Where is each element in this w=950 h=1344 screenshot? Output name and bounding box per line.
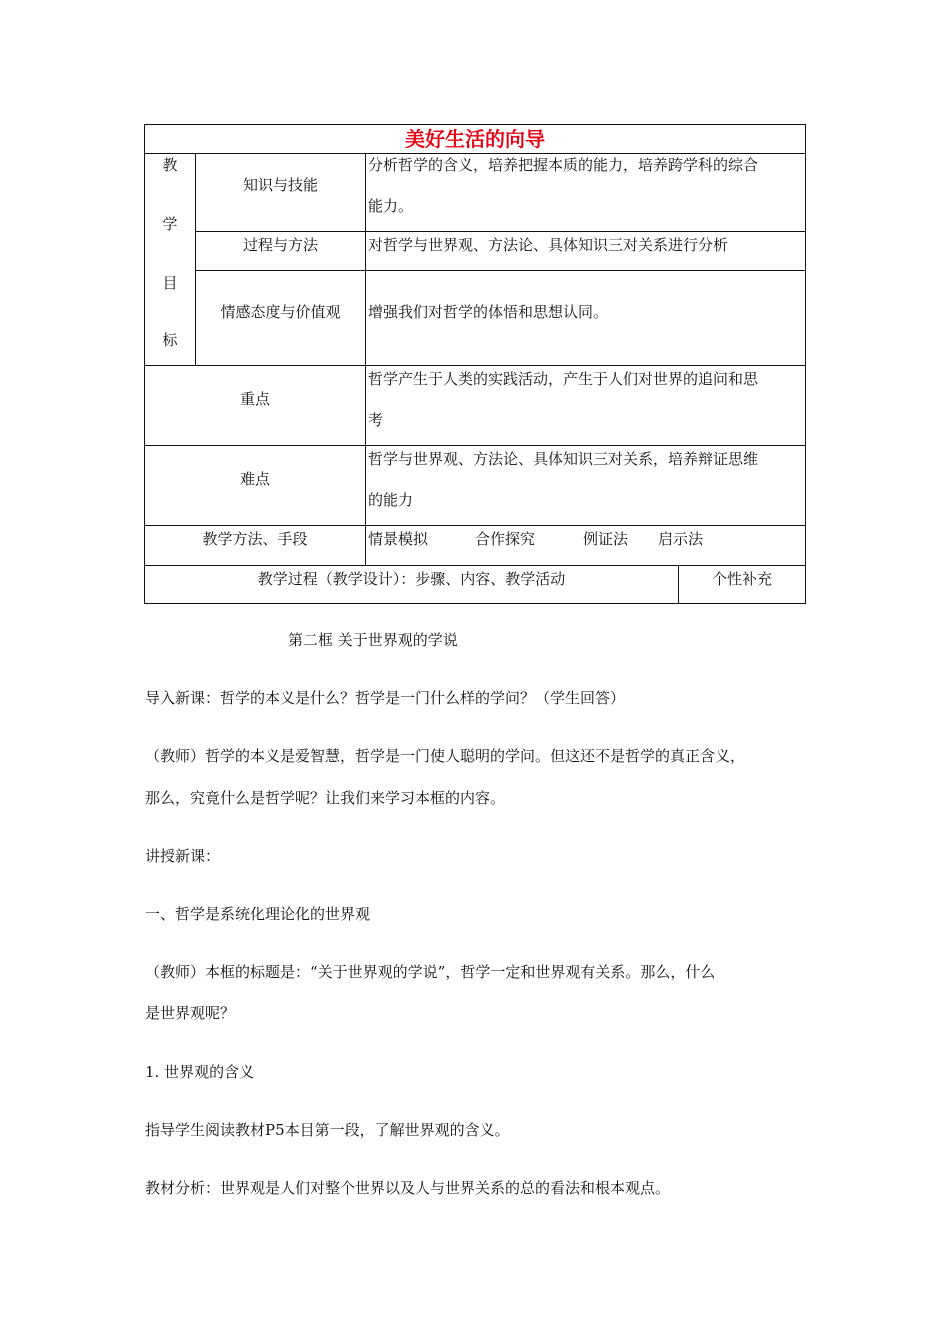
objectives-label-char: 学 (162, 215, 178, 233)
objectives-label-char: 教 (162, 156, 178, 174)
difficulty-label: 难点 (239, 470, 270, 488)
emotion-text: 增强我们对哲学的体悟和思想认同。 (368, 303, 609, 321)
paragraph-teacher-line: 是世界观呢？ (145, 1004, 236, 1022)
process-text: 对哲学与世界观、方法论、具体知识三对关系进行分析 (368, 236, 729, 254)
paragraph-teacher-line: 那么，究竟什么是哲学呢？让我们来学习本框的内容。 (145, 789, 506, 807)
difficulty-text-line: 的能力 (368, 491, 414, 509)
lesson-title: 美好生活的向导 (405, 127, 545, 151)
process-header-label: 教学过程（教学设计）：步骤、内容、教学活动 (257, 570, 566, 588)
paragraph-guide: 指导学生阅读教材P5本目第一段，了解世界观的含义。 (145, 1121, 510, 1139)
paragraph-analysis: 教材分析：世界观是人们对整个世界以及人与世界关系的总的看法和根本观点。 (145, 1179, 671, 1197)
key-point-text-line: 哲学产生于人类的实践活动，产生于人们对世界的追问和思 (368, 370, 759, 388)
paragraph-new-lesson: 讲授新课： (145, 847, 221, 865)
paragraph-teacher-line: （教师）哲学的本义是爱智慧，哲学是一门使人聪明的学问。但这还不是哲学的真正含义， (145, 747, 746, 765)
key-point-text-line: 考 (368, 411, 384, 429)
process-label: 过程与方法 (242, 236, 318, 254)
key-point-label: 重点 (239, 390, 270, 408)
method-item: 情景模拟 (368, 530, 429, 548)
methods-label: 教学方法、手段 (202, 530, 308, 548)
knowledge-text-line: 能力。 (368, 197, 414, 215)
method-item: 启示法 (658, 530, 704, 548)
paragraph-teacher-line: （教师）本框的标题是：“关于世界观的学说”，哲学一定和世界观有关系。那么，什么 (145, 963, 716, 981)
knowledge-label: 知识与技能 (242, 176, 318, 194)
objectives-label-char: 标 (162, 331, 178, 349)
point-one: 1. 世界观的含义 (145, 1063, 255, 1081)
heading-one: 一、哲学是系统化理论化的世界观 (145, 905, 371, 923)
lesson-plan-table (144, 124, 806, 604)
emotion-label: 情感态度与价值观 (220, 303, 341, 321)
paragraph-intro: 导入新课：哲学的本义是什么？哲学是一门什么样的学问？（学生回答） (145, 689, 626, 707)
supplement-label: 个性补充 (711, 570, 772, 588)
method-item: 合作探究 (475, 530, 536, 548)
objectives-label-char: 目 (162, 274, 178, 292)
difficulty-text-line: 哲学与世界观、方法论、具体知识三对关系，培养辩证思维 (368, 450, 759, 468)
method-item: 例证法 (583, 530, 629, 548)
section-title: 第二框 关于世界观的学说 (288, 631, 458, 649)
knowledge-text-line: 分析哲学的含义，培养把握本质的能力，培养跨学科的综合 (368, 156, 759, 174)
row-divider (195, 270, 805, 271)
